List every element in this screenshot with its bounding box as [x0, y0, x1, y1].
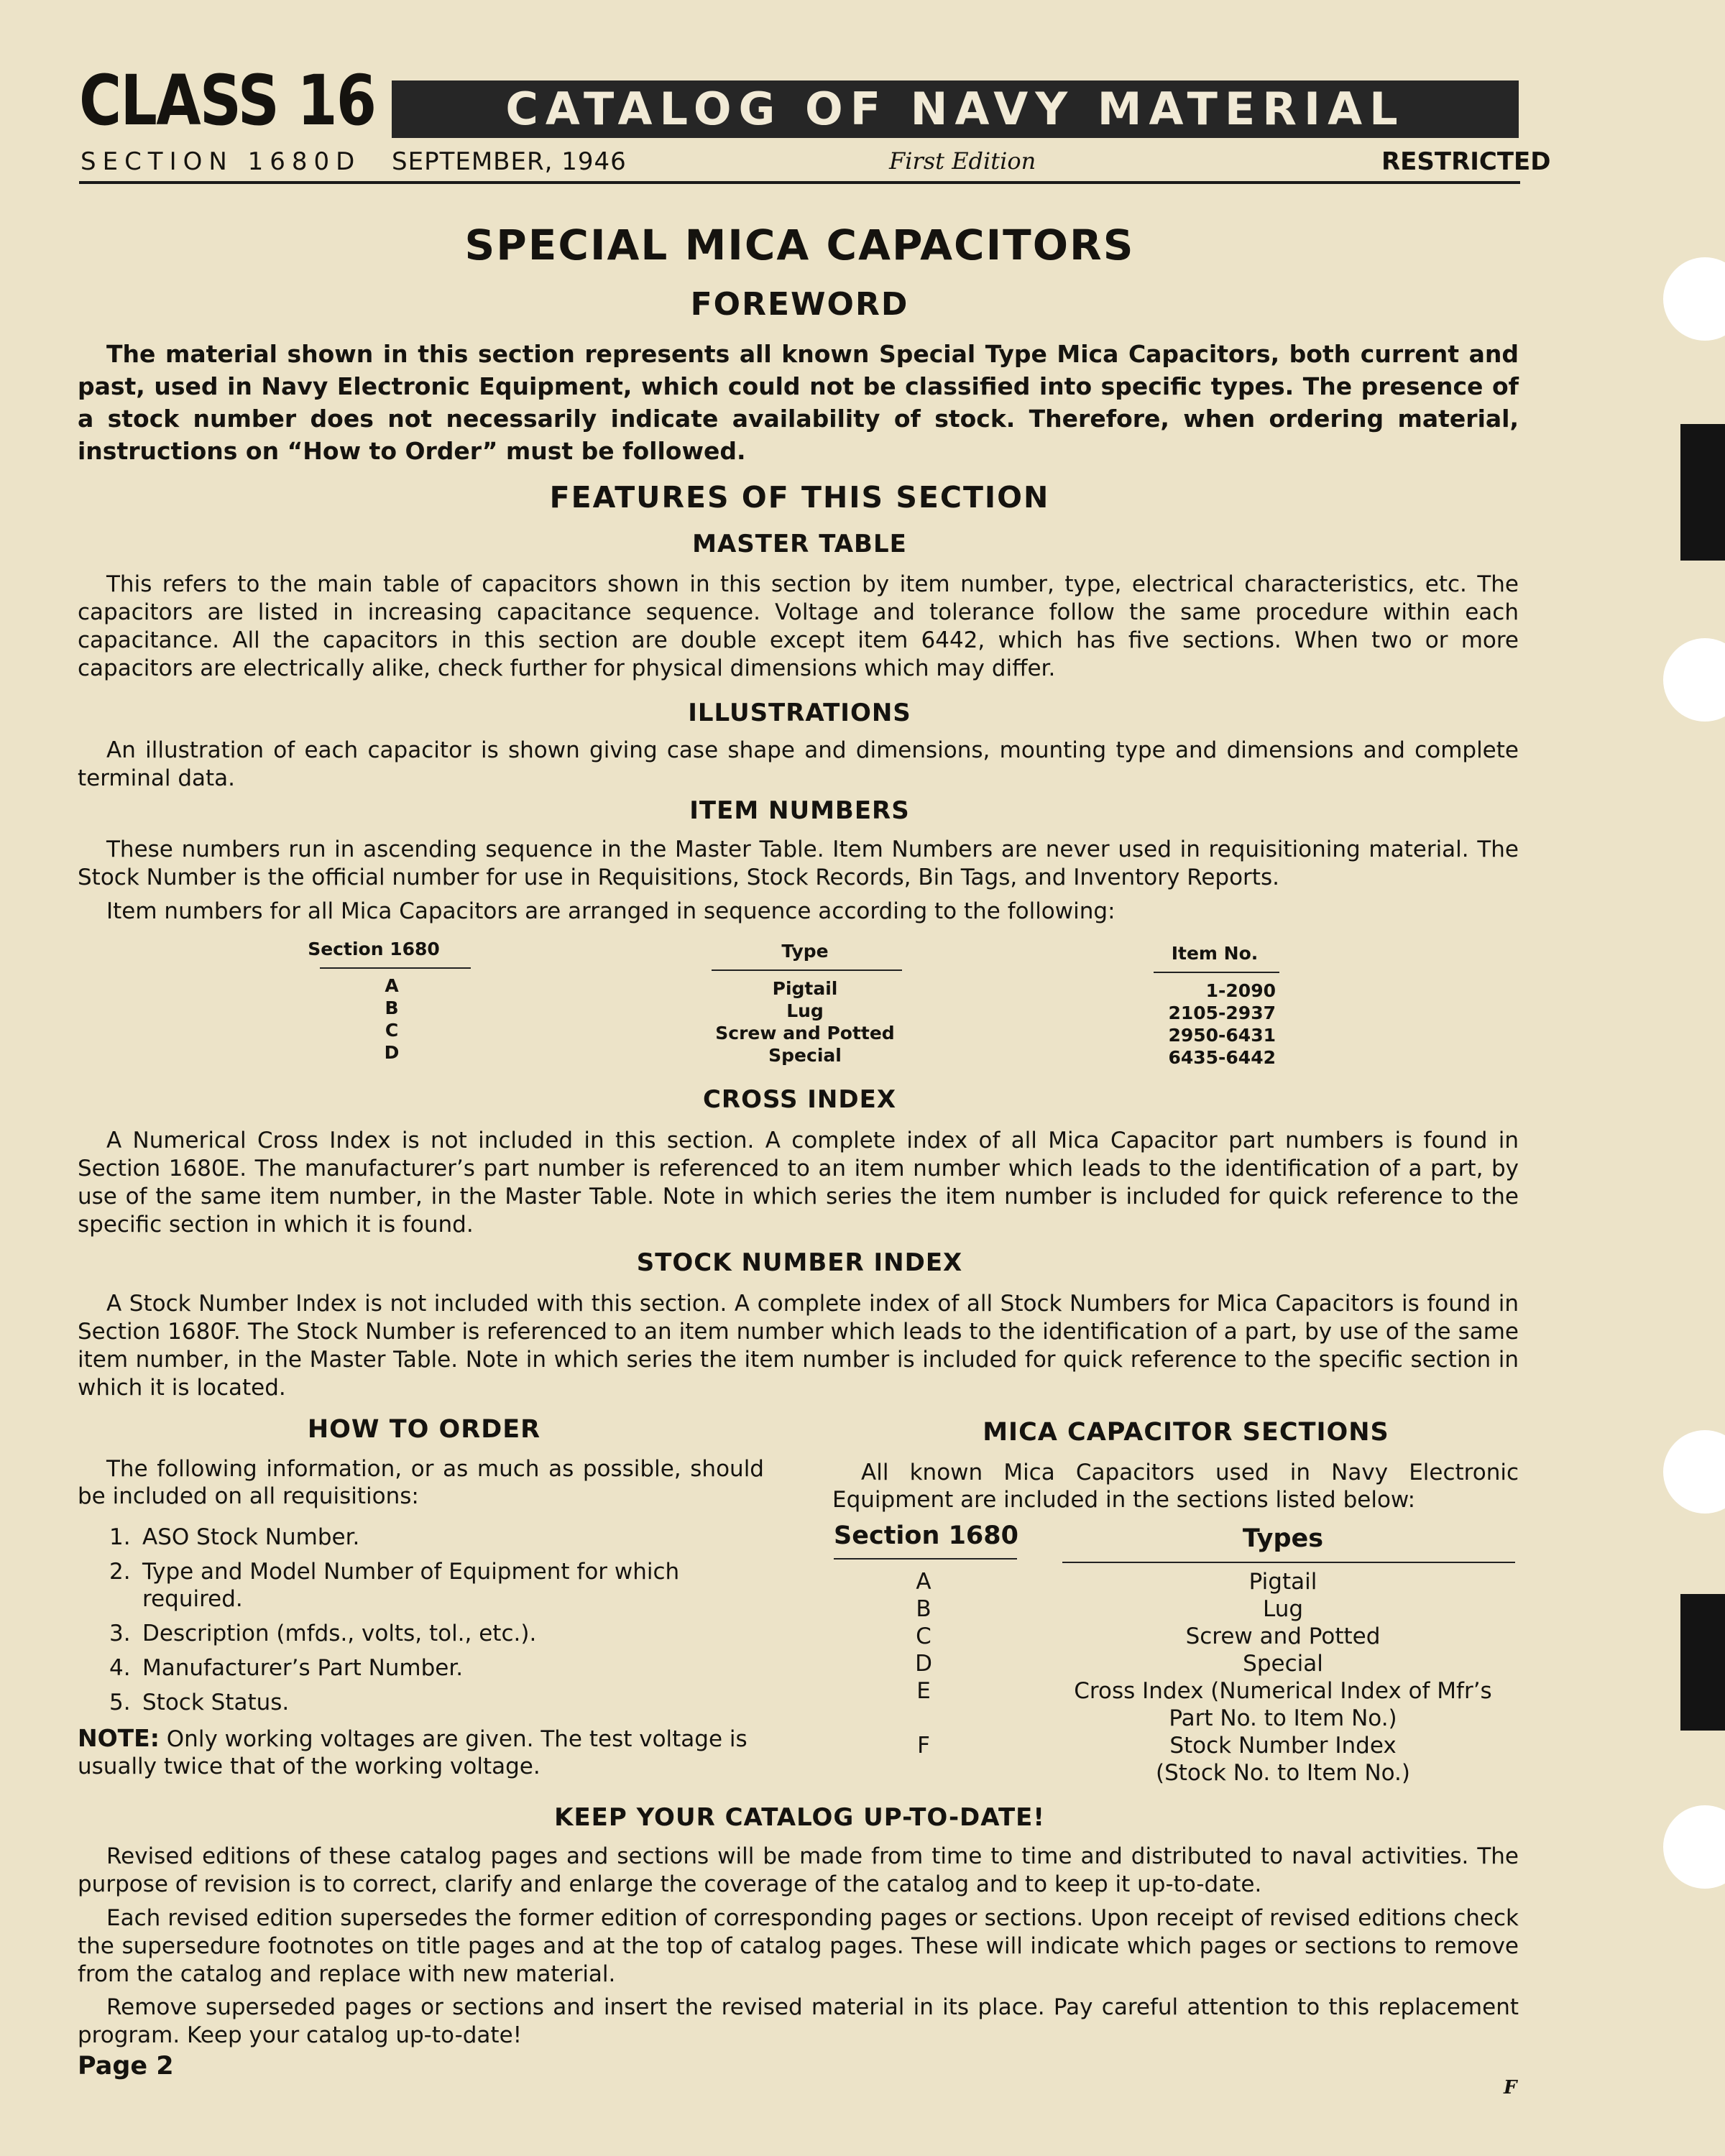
keep-up-to-date-text-2: Each revised edition supersedes the former edition of corresponding pages or sections. Upon receipt of revised editions check the supersedure footnotes on title pages and at the top of catalog pages. These will indicate which pages or sections to remove from the catalog and replace with new material. [78, 1905, 1519, 1987]
punch-hole [1663, 638, 1725, 722]
table-cell: 6435-6442 [1168, 1047, 1276, 1068]
item-table-rule [1154, 972, 1279, 973]
sections-table-header-types: Types [1242, 1524, 1324, 1553]
illustrations-heading: ILLUSTRATIONS [688, 699, 911, 727]
section-number: SECTION 1680D [80, 147, 362, 176]
punch-hole [1663, 1805, 1725, 1889]
table-cell: Part No. to Item No.) [1169, 1705, 1397, 1731]
list-number: 2. [109, 1559, 131, 1585]
cross-index-heading: CROSS INDEX [702, 1085, 897, 1114]
table-cell: Pigtail [772, 978, 838, 999]
classification-label: RESTRICTED [1381, 147, 1551, 176]
table-cell: A [916, 1569, 932, 1595]
item-table-rule [320, 967, 471, 969]
punch-hole [1663, 1430, 1725, 1514]
table-cell: (Stock No. to Item No.) [1155, 1760, 1411, 1786]
table-cell: F [917, 1733, 930, 1759]
table-cell: C [916, 1623, 932, 1649]
how-to-order-list [80, 1524, 763, 1723]
header-divider [79, 181, 1520, 184]
table-cell: D [384, 1042, 400, 1063]
edition-label: First Edition [889, 147, 1036, 175]
table-cell: Cross Index (Numerical Index of Mfr’s [1074, 1678, 1492, 1704]
sections-letter-column [888, 1568, 960, 1787]
mica-sections-heading: MICA CAPACITOR SECTIONS [983, 1418, 1389, 1447]
stock-number-index-text: A Stock Number Index is not included with this section. A complete index of all Stock Numbers for Mica Capacitors is found in Section 1680F. The Stock Number is referenced to an item number which leads to the identification of a part, by use of the same item number, in the Master Table. Note in which series the item number is included for quick reference to the specific section in which it is located. [78, 1291, 1519, 1401]
table-cell: Stock Number Index [1169, 1733, 1397, 1759]
index-tab [1680, 424, 1725, 561]
mica-sections-intro: All known Mica Capacitors used in Navy Electronic Equipment are included in the sections listed below: [832, 1460, 1519, 1513]
item-numbers-heading: ITEM NUMBERS [689, 796, 910, 825]
list-text: Description (mfds., volts, tol., etc.). [142, 1621, 537, 1646]
note-label: NOTE: [78, 1724, 160, 1752]
order-note [78, 1725, 764, 1780]
item-table-header-type: Type [781, 941, 829, 962]
list-number: 4. [109, 1655, 131, 1681]
table-cell: A [385, 975, 399, 996]
note-text: Only working voltages are given. The test voltage is usually twice that of the working voltage. [78, 1726, 748, 1779]
table-cell: B [385, 998, 399, 1018]
sections-type-column [1060, 1568, 1506, 1787]
list-text: Stock Status. [142, 1690, 290, 1715]
list-number: 3. [109, 1621, 131, 1646]
index-tab [1680, 1594, 1725, 1731]
table-cell: D [915, 1651, 932, 1677]
publication-date: SEPTEMBER, 1946 [392, 147, 627, 176]
item-table-header-section: Section 1680 [308, 939, 440, 959]
punch-hole [1663, 257, 1725, 341]
foreword-text: The material shown in this section represents all known Special Type Mica Capacitors, both current and past, used in Navy Electronic Equipment, which could not be classified into specific types. The presence of a stock number does not necessarily indicate availability of stock. Therefore, when ordering material, instructions on “How to Order” must be followed. [78, 340, 1519, 465]
table-cell: E [916, 1678, 931, 1704]
stock-number-index-heading: STOCK NUMBER INDEX [636, 1248, 963, 1277]
table-cell: Screw and Potted [1185, 1623, 1381, 1649]
item-table-type-column [690, 977, 920, 1067]
table-cell: B [916, 1596, 932, 1622]
list-number: 1. [109, 1524, 131, 1550]
table-cell: Screw and Potted [715, 1023, 895, 1044]
item-table-rule [712, 969, 902, 971]
list-item [80, 1654, 763, 1682]
table-cell: 2105-2937 [1168, 1003, 1276, 1023]
page-number: Page 2 [78, 2052, 174, 2081]
table-cell [888, 1705, 960, 1732]
table-cell: Lug [786, 1000, 824, 1021]
how-to-order-heading: HOW TO ORDER [307, 1415, 541, 1444]
table-cell: Lug [1262, 1596, 1304, 1622]
sections-table-rule [1062, 1562, 1515, 1563]
list-text: ASO Stock Number. [142, 1524, 360, 1550]
item-numbers-text-2: Item numbers for all Mica Capacitors are arranged in sequence according to the following: [106, 898, 1116, 924]
sections-table-rule [834, 1558, 1017, 1560]
list-item [80, 1524, 763, 1551]
foreword-heading: FOREWORD [690, 286, 909, 323]
table-cell [888, 1759, 960, 1787]
table-cell: C [385, 1020, 399, 1041]
cross-index-text: A Numerical Cross Index is not included in this section. A complete index of all Mica Capacitor part numbers is found in Section 1680E. The manufacturer’s part number is referenced to an item number which leads to the identification of a part, by use of the same item number, in the Master Table. Note in which series the item number is included for quick reference to the specific section in which it is found. [78, 1128, 1519, 1238]
keep-up-to-date-text-3: Remove superseded pages or sections and insert the revised material in its place. Pay careful attention to this replacement program. Keep your catalog up-to-date! [78, 1994, 1519, 2048]
master-table-text: This refers to the main table of capacitors shown in this section by item number, type, electrical characteristics, etc. The capacitors are listed in increasing capacitance sequence. Voltage and tolerance follow the same procedure within each capacitance. All the capacitors in this section are double except item 6442, which has five sections. When two or more capacitors are electrically alike, check further for physical dimensions which may differ. [78, 571, 1519, 681]
corner-mark: F [1504, 2077, 1517, 2099]
illustrations-text: An illustration of each capacitor is shown giving case shape and dimensions, mounting type and dimensions and complete terminal data. [78, 737, 1519, 791]
table-cell: Special [768, 1045, 842, 1066]
sections-table-header-section: Section 1680 [834, 1521, 1018, 1550]
how-to-order-intro: The following information, or as much as possible, should be included on all requisitions: [78, 1456, 764, 1509]
item-table-header-item-no: Item No. [1171, 943, 1259, 964]
list-item [80, 1620, 763, 1647]
table-cell: Special [1243, 1651, 1323, 1677]
item-numbers-text: These numbers run in ascending sequence in the Master Table. Item Numbers are never used in requisitioning material. The Stock Number is the official number for use in Requisitions, Stock Records, Bin Tags, and Inventory Reports. [78, 837, 1519, 890]
list-text: Manufacturer’s Part Number. [142, 1655, 464, 1681]
keep-up-to-date-heading: KEEP YOUR CATALOG UP-TO-DATE! [554, 1803, 1045, 1832]
list-item [80, 1558, 763, 1613]
class-label: CLASS 16 [79, 60, 376, 141]
table-cell: 2950-6431 [1168, 1025, 1276, 1046]
features-heading: FEATURES OF THIS SECTION [549, 480, 1050, 515]
master-table-heading: MASTER TABLE [692, 530, 907, 558]
list-item [80, 1689, 763, 1716]
item-table-item-no-column [1121, 980, 1276, 1069]
keep-up-to-date-text-1: Revised editions of these catalog pages and sections will be made from time to time and distributed to naval activities. The purpose of revision is to correct, clarify and enlarge the coverage of the catalog and to keep it up-to-date. [78, 1843, 1519, 1897]
item-table-section-column [377, 975, 406, 1064]
catalog-banner: CATALOG OF NAVY MATERIAL [392, 80, 1519, 138]
table-cell: Pigtail [1248, 1569, 1317, 1595]
page-title: SPECIAL MICA CAPACITORS [464, 221, 1135, 270]
table-cell: 1-2090 [1205, 980, 1276, 1001]
list-text: Type and Model Number of Equipment for which required. [142, 1559, 680, 1612]
list-number: 5. [109, 1690, 131, 1715]
